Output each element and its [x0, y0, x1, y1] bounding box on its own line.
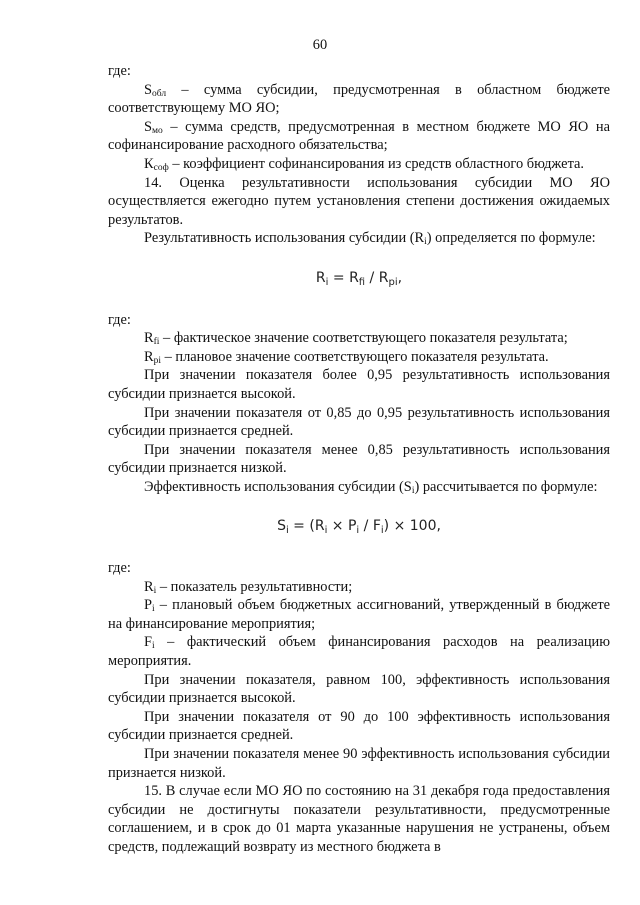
where-label: где:	[108, 560, 131, 577]
definition-s-mo: $S_{мо}$ – сумма средств, предусмотренная в местном бюджете МО ЯО на софинансирование расходного обязательства;	[108, 118, 610, 154]
definition-p-i: $P_i$ – плановый объем бюджетных ассигнований, утвержденный в бюджете на финансирование мероприятия;	[108, 597, 610, 632]
result-high: При значении показателя более 0,95 результативность использования субсидии признается высокой.	[108, 367, 610, 402]
page-number: 60	[312, 37, 328, 53]
where-label: где:	[108, 311, 131, 328]
paragraph-14: 14. Оценка результативности использования субсидии МО ЯО осуществляется ежегодно путем установления степени достижения ожидаемых результатов.	[108, 174, 610, 228]
definition-f-i: $F_i$ – фактический объем финансирования расходов на реализацию мероприятия.	[108, 634, 610, 670]
efficiency-medium: При значении показателя от 90 до 100 эффективность использования субсидии признается средней.	[108, 708, 610, 744]
result-medium: При значении показателя от 0,85 до 0,95 результативность использования субсидии признается средней.	[108, 404, 610, 440]
efficiency-formula-intro: Эффективность использования субсидии $(S_i)$ рассчитывается по формуле:	[144, 478, 598, 496]
formula-efficiency: $S_i = (R_i \times P_i / F_i) \times 100$,	[277, 518, 441, 537]
definition-r-pi: $R_{pi}$ – плановое значение соответствующего показателя результата.	[144, 348, 549, 366]
definition-s-obl: $S_{обл}$ – сумма субсидии, предусмотренная в областном бюджете соответствующему МО ЯО;	[108, 81, 610, 117]
result-formula-intro: Результативность использования субсидии $(R_i)$ определяется по формуле:	[144, 230, 596, 248]
document-body	[108, 62, 610, 857]
definition-r-fi: $R_{fi}$ – фактическое значение соответствующего показателя результата;	[144, 330, 568, 348]
paragraph-15: 15. В случае если МО ЯО по состоянию на 31 декабря года предоставления субсидии не достигнуты показатели результативности, предусмотренные соглашением, и в срок до 01 марта указанные нарушения не устранены, объем средств, подлежащий возврату из местного бюджета в	[108, 783, 610, 855]
result-low: При значении показателя менее 0,85 результативность использования субсидии признается низкой.	[108, 441, 610, 477]
efficiency-high: При значении показателя, равном 100, эффективность использования субсидии признается высокой.	[108, 671, 610, 707]
definition-r-i: $R_i$ – показатель результативности;	[144, 578, 353, 596]
definition-k-sof: $К_{соф}$ – коэффициент софинансирования из средств областного бюджета.	[144, 155, 585, 173]
efficiency-low: При значении показателя менее 90 эффективность использования субсидии признается низкой.	[108, 746, 610, 781]
formula-result: $R_i = R_{fi} / R_{pi}$,	[315, 269, 403, 288]
where-label: где:	[108, 63, 131, 79]
